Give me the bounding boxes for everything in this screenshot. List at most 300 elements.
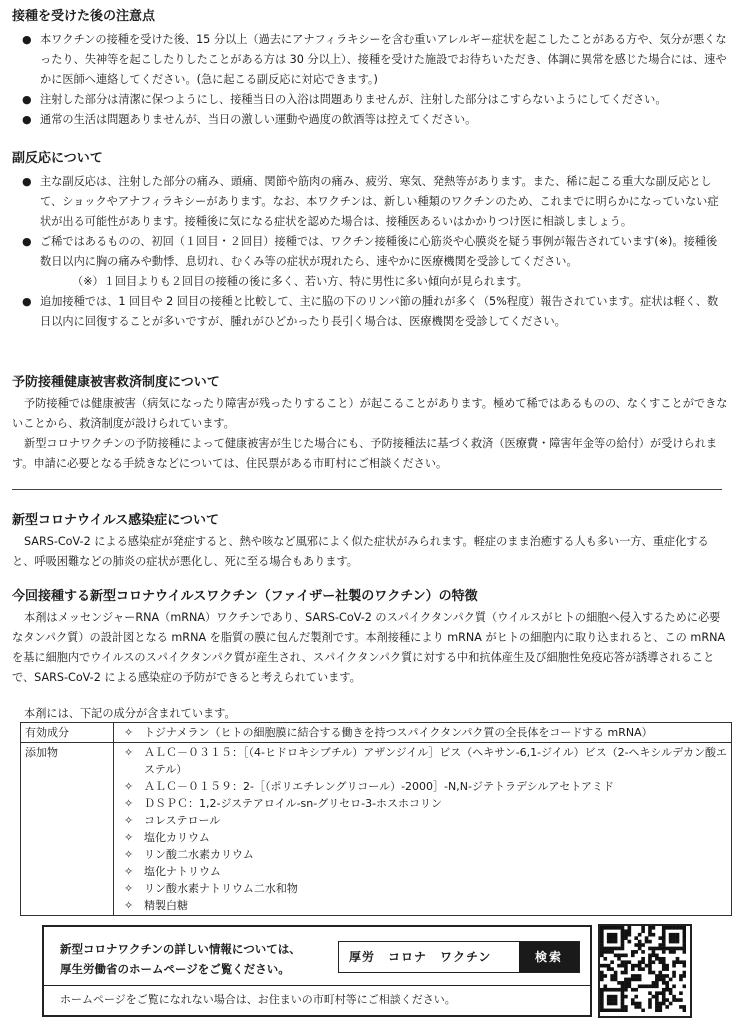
qr-module (683, 1005, 686, 1009)
additive-item: ✧ ＡＬＣ－０３１５：［（4-ヒドロキシブチル）アザンジイル］ビス（ヘキサン-6,1-ジイル）ビス（2-ヘキシルデカン酸エステル） (118, 744, 727, 778)
qr-module (621, 926, 625, 930)
qr-module (614, 971, 618, 975)
qr-module (631, 954, 635, 958)
qr-module (610, 947, 614, 951)
qr-module (672, 998, 676, 1002)
divider (12, 489, 722, 490)
covid-paragraph: SARS-CoV-2 による感染症が発症すると、熱や咳など風邪によく似た症状がみられます。軽症のまま治癒する人も多い一方、重症化すると、呼吸困難などの肺炎の症状が悪化し、死に至る場合もあります。 (12, 535, 709, 568)
qr-module (614, 933, 618, 937)
qr-module (655, 1009, 659, 1012)
qr-module (638, 947, 642, 951)
qr-module (607, 933, 611, 937)
qr-module (655, 947, 659, 951)
qr-module (683, 971, 686, 975)
qr-module (621, 954, 625, 958)
qr-module (672, 971, 676, 975)
qr-module (600, 929, 604, 933)
qr-module (621, 964, 625, 968)
qr-module (669, 978, 673, 982)
qr-module (600, 943, 604, 947)
qr-module (658, 978, 662, 982)
qr-module (652, 984, 656, 988)
qr-module (621, 936, 625, 940)
heading-side-effects: 副反応について (12, 151, 103, 166)
qr-module (600, 995, 604, 999)
qr-module (645, 984, 649, 988)
qr-module (614, 954, 618, 958)
qr-module (638, 978, 642, 982)
qr-module (624, 936, 628, 940)
qr-module (631, 1002, 635, 1006)
qr-module (624, 984, 628, 988)
qr-module (610, 960, 614, 964)
qr-module (645, 964, 649, 968)
qr-module (614, 978, 618, 982)
ingredients-intro: 本剤には、下記の成分が含まれています。 (24, 707, 236, 720)
qr-module (679, 926, 683, 930)
qr-module (638, 933, 642, 937)
qr-module (665, 984, 669, 988)
precaution-item: ● 注射した部分は清潔に保つようにし、接種当日の入浴は問題ありませんが、注射した部分はこすらないようにしてください。 (12, 90, 728, 110)
qr-module (617, 957, 621, 961)
qr-module (655, 981, 659, 985)
qr-module (634, 936, 638, 940)
precaution-item: ● 通常の生活は問題ありませんが、当日の激しい運動や過度の飲酒等は控えてください。 (12, 110, 728, 130)
qr-module (631, 988, 635, 992)
qr-module (669, 991, 673, 995)
qr-module (683, 984, 686, 988)
qr-module (610, 1002, 614, 1006)
qr-module (603, 957, 607, 961)
qr-module (683, 1009, 686, 1012)
qr-module (672, 964, 676, 968)
qr-module (672, 933, 676, 937)
side-effect-item: ● 主な副反応は、注射した部分の痛み、頭痛、関節や筋肉の痛み、疲労、寒気、発熱等があります。また、稀に起こる重大な副反応として、ショックやアナフィラキシーがあります。なお、本ワクチンは、新しい種類のワクチンのため、これまでに明らかになっていない症状が出る可能性があります。接種後に気になる症状を認めた場合は、接種医あるいはかかりつけ医に相談しましょう。 (12, 172, 728, 232)
qr-module (662, 926, 666, 930)
qr-module (600, 978, 604, 982)
qr-module (610, 967, 614, 971)
qr-module (614, 926, 618, 930)
qr-module (641, 926, 645, 930)
side-effect-item: ● ご稀ではあるものの、初回（１回目・２回目）接種では、ワクチン接種後に心筋炎や心膜炎を疑う事例が報告されています(※)。接種後数日以内に胸の痛みや動悸、息切れ、むくみ等の症状が現れたら、速やかに医療機関を受診してください。 (12, 232, 728, 272)
qr-module (600, 954, 604, 958)
qr-module (641, 950, 645, 954)
qr-module (648, 971, 652, 975)
qr-module (672, 947, 676, 951)
additive-label: 添加物 (21, 743, 114, 916)
qr-module (617, 981, 621, 985)
qr-module (662, 957, 666, 961)
qr-module (652, 933, 656, 937)
info-message-line: 厚生労働省のホームページをご覧ください。 (60, 962, 290, 976)
relief-paragraph: 予防接種では健康被害（病気になったり障害が残ったりすること）が起こることがあります。極めて稀ではあるものの、なくすことができないことから、救済制度が設けられています。 (12, 397, 728, 430)
qr-module (665, 967, 669, 971)
qr-module (648, 940, 652, 944)
qr-module (652, 954, 656, 958)
qr-module (634, 988, 638, 992)
qr-module (610, 988, 614, 992)
additive-item: ✧ 精製白糖 (118, 897, 727, 914)
qr-module (610, 998, 614, 1002)
vaccine-paragraph: 本剤はメッセンジャーRNA（mRNA）ワクチンであり、SARS-CoV-2 のスパイクタンパク質（ウイルスがヒトの細胞へ侵入するために必要なタンパク質）の設計図となる mRNA を脂質の膜に包んだ製剤です。本剤接種により mRNA がヒトの細胞内に取り込まれると、この mRNA を基に細胞内でウイルスのスパイクタンパク質が産生され、スパイクタンパク質に対する中和抗体産生及び細胞性免疫応答が誘導されることで、SARS-CoV-2 による感染症の予防ができると考えられています。 (12, 611, 726, 684)
heading-relief-system: 予防接種健康被害救済制度について (12, 375, 220, 390)
qr-module (669, 1002, 673, 1006)
qr-module (658, 936, 662, 940)
qr-module (621, 1005, 625, 1009)
side-effect-note: （※）１回目よりも２回目の接種の後に多く、若い方、特に男性に多い傾向が見られます。 (72, 275, 528, 288)
qr-module (658, 943, 662, 947)
qr-module (621, 929, 625, 933)
qr-module (648, 1002, 652, 1006)
qr-module (679, 991, 683, 995)
qr-module (624, 967, 628, 971)
qr-module (624, 988, 628, 992)
qr-module (634, 943, 638, 947)
qr-module (658, 1005, 662, 1009)
qr-module (634, 974, 638, 978)
qr-module (662, 991, 666, 995)
qr-module (676, 926, 680, 930)
qr-code-graphic (600, 926, 686, 1012)
qr-module (603, 1009, 607, 1012)
qr-module (600, 950, 604, 954)
qr-module (662, 995, 666, 999)
qr-module (607, 950, 611, 954)
qr-module (617, 947, 621, 951)
qr-module (638, 967, 642, 971)
qr-module (662, 933, 666, 937)
qr-code-icon[interactable] (598, 924, 692, 1018)
additive-item: ✧ ＡＬＣ－０１５９：2-［（ポリエチレングリコール）-2000］-N,N-ジテトラデシルアセトアミド (118, 778, 727, 795)
qr-module (610, 974, 614, 978)
qr-module (662, 1002, 666, 1006)
qr-module (638, 960, 642, 964)
qr-module (658, 971, 662, 975)
qr-module (641, 984, 645, 988)
relief-paragraph: 新型コロナワクチンの予防接種によって健康被害が生じた場合にも、予防接種法に基づく救済（医療費・障害年金等の給付）が受けられます。申請に必要となる手続きなどについては、住民票がある市町村にご相談ください。 (12, 437, 718, 470)
active-ingredient: ✧ トジナメラン（ヒトの細胞膜に結合する働きを持つスパイクタンパク質の全長体をコードする mRNA） (118, 724, 727, 741)
qr-module (624, 933, 628, 937)
qr-module (672, 936, 676, 940)
qr-module (628, 933, 632, 937)
section-ingredients (20, 705, 736, 916)
qr-module (624, 971, 628, 975)
qr-module (610, 936, 614, 940)
qr-module (600, 933, 604, 937)
qr-module (658, 957, 662, 961)
qr-module (662, 947, 666, 951)
qr-module (655, 995, 659, 999)
search-button[interactable]: 検索 (519, 942, 579, 972)
table-row (21, 743, 732, 916)
qr-module (641, 929, 645, 933)
qr-module (676, 933, 680, 937)
qr-module (621, 971, 625, 975)
heading-vaccine-features: 今回接種する新型コロナウイルスワクチン（ファイザー社製のワクチン）の特徴 (12, 589, 478, 604)
info-message-line: 新型コロナワクチンの詳しい情報については、 (60, 942, 301, 956)
qr-module (669, 940, 673, 944)
qr-module (631, 978, 635, 982)
qr-module (672, 926, 676, 930)
qr-module (607, 964, 611, 968)
qr-module (624, 954, 628, 958)
qr-module (621, 998, 625, 1002)
qr-module (607, 936, 611, 940)
qr-module (624, 929, 628, 933)
qr-module (617, 1009, 621, 1012)
qr-module (662, 936, 666, 940)
qr-module (610, 933, 614, 937)
qr-module (662, 967, 666, 971)
qr-module (638, 943, 642, 947)
qr-module (614, 1009, 618, 1012)
qr-module (631, 950, 635, 954)
qr-module (683, 943, 686, 947)
qr-module (648, 947, 652, 951)
qr-module (648, 964, 652, 968)
qr-module (655, 998, 659, 1002)
qr-module (648, 957, 652, 961)
section-covid-disease (12, 512, 728, 572)
qr-module (665, 926, 669, 930)
qr-module (603, 926, 607, 930)
qr-module (669, 988, 673, 992)
table-row (21, 723, 732, 743)
additive-item: ✧ コレステロール (118, 812, 727, 829)
qr-module (648, 1005, 652, 1009)
precaution-item: ● 本ワクチンの接種を受けた後、15 分以上（過去にアナフィラキシーを含む重いアレルギー症状を起こしたことがある方や、気分が悪くなったり、失神等を起こしたりしたことがある方は 30 分以上）、接種を受けた施設でお待ちいただき、体調に異常を感じた場合には、速やかに医師へ連絡してください。(急に起こる副反応に対応できます。) (12, 30, 728, 90)
section-vaccine-features (12, 588, 728, 688)
qr-module (676, 947, 680, 951)
qr-module (655, 991, 659, 995)
search-query[interactable]: 厚労 コロナ ワクチン (349, 950, 492, 964)
heading-covid-disease: 新型コロナウイルス感染症について (12, 513, 219, 528)
info-box (42, 925, 592, 1017)
qr-module (662, 964, 666, 968)
search-box[interactable] (338, 941, 580, 973)
qr-module (628, 940, 632, 944)
qr-module (631, 964, 635, 968)
qr-module (648, 933, 652, 937)
qr-module (628, 981, 632, 985)
qr-module (607, 988, 611, 992)
qr-module (603, 984, 607, 988)
qr-module (669, 936, 673, 940)
qr-module (665, 1005, 669, 1009)
qr-module (603, 947, 607, 951)
qr-module (624, 1005, 628, 1009)
qr-module (617, 926, 621, 930)
qr-module (624, 960, 628, 964)
additive-item: ✧ 塩化カリウム (118, 829, 727, 846)
qr-module (607, 926, 611, 930)
qr-module (665, 981, 669, 985)
qr-module (638, 984, 642, 988)
additive-cell (114, 743, 732, 916)
qr-module (603, 964, 607, 968)
qr-module (631, 998, 635, 1002)
qr-module (683, 933, 686, 937)
qr-module (621, 984, 625, 988)
qr-module (658, 1002, 662, 1006)
qr-module (662, 981, 666, 985)
qr-module (603, 988, 607, 992)
qr-module (621, 991, 625, 995)
heading-precautions: 接種を受けた後の注意点 (12, 9, 156, 24)
qr-module (679, 974, 683, 978)
additive-item: ✧ リン酸二水素カリウム (118, 846, 727, 863)
qr-module (679, 1005, 683, 1009)
qr-module (607, 1002, 611, 1006)
qr-module (679, 978, 683, 982)
qr-module (662, 943, 666, 947)
qr-module (621, 1009, 625, 1012)
qr-module (607, 995, 611, 999)
section-post-vaccination-precautions (12, 8, 728, 130)
qr-module (624, 964, 628, 968)
qr-module (669, 926, 673, 930)
qr-module (600, 1002, 604, 1006)
qr-module (669, 947, 673, 951)
qr-module (662, 974, 666, 978)
qr-module (610, 978, 614, 982)
qr-module (672, 940, 676, 944)
qr-module (648, 998, 652, 1002)
qr-module (658, 960, 662, 964)
qr-module (614, 974, 618, 978)
active-cell (114, 723, 732, 743)
qr-module (634, 964, 638, 968)
qr-module (683, 926, 686, 930)
active-label: 有効成分 (21, 723, 114, 743)
additive-item: ✧ ＤＳＰＣ：1,2-ジステアロイル-sn-グリセロ-3-ホスホコリン (118, 795, 727, 812)
qr-module (658, 947, 662, 951)
qr-module (669, 950, 673, 954)
qr-module (669, 933, 673, 937)
qr-module (600, 991, 604, 995)
qr-module (641, 1009, 645, 1012)
qr-module (652, 971, 656, 975)
qr-module (638, 1005, 642, 1009)
qr-module (600, 947, 604, 951)
ingredients-table (20, 722, 732, 916)
qr-module (679, 947, 683, 951)
qr-module (603, 950, 607, 954)
qr-module (628, 960, 632, 964)
qr-module (607, 1009, 611, 1012)
qr-module (662, 978, 666, 982)
additive-item: ✧ リン酸水素ナトリウム二水和物 (118, 880, 727, 897)
qr-module (631, 974, 635, 978)
qr-module (679, 998, 683, 1002)
qr-module (614, 936, 618, 940)
qr-module (665, 974, 669, 978)
qr-module (624, 981, 628, 985)
qr-module (621, 995, 625, 999)
qr-module (645, 940, 649, 944)
qr-module (621, 947, 625, 951)
qr-module (634, 978, 638, 982)
qr-module (665, 998, 669, 1002)
qr-module (665, 964, 669, 968)
qr-module (607, 940, 611, 944)
box-divider (44, 985, 590, 986)
qr-module (683, 950, 686, 954)
qr-module (658, 974, 662, 978)
qr-module (655, 984, 659, 988)
qr-module (648, 991, 652, 995)
qr-module (683, 936, 686, 940)
qr-module (600, 936, 604, 940)
qr-module (672, 984, 676, 988)
qr-module (658, 991, 662, 995)
info-message (60, 939, 301, 979)
qr-module (634, 1005, 638, 1009)
qr-module (600, 1009, 604, 1012)
qr-module (676, 957, 680, 961)
qr-module (648, 926, 652, 930)
qr-module (634, 995, 638, 999)
qr-module (610, 940, 614, 944)
qr-module (658, 1009, 662, 1012)
qr-module (628, 926, 632, 930)
qr-module (652, 926, 656, 930)
qr-module (628, 929, 632, 933)
qr-module (610, 995, 614, 999)
qr-module (683, 940, 686, 944)
qr-module (638, 1002, 642, 1006)
section-side-effects (12, 150, 728, 332)
qr-module (607, 998, 611, 1002)
qr-module (621, 943, 625, 947)
qr-module (648, 960, 652, 964)
qr-module (641, 943, 645, 947)
qr-module (645, 936, 649, 940)
qr-module (662, 929, 666, 933)
side-effect-item: ● 追加接種では、1 回目や 2 回目の接種と比較して、主に脇の下のリンパ節の腫れが多く（5%程度）報告されています。症状は軽く、数日以内に回復することが多いですが、腫れがひどかったり長引く場合は、医療機関を受診してください。 (12, 292, 728, 332)
qr-module (614, 988, 618, 992)
qr-module (662, 940, 666, 944)
qr-module (683, 974, 686, 978)
qr-module (652, 950, 656, 954)
qr-module (652, 995, 656, 999)
qr-module (648, 967, 652, 971)
qr-module (641, 960, 645, 964)
section-relief-system (12, 374, 728, 474)
qr-module (624, 1009, 628, 1012)
qr-module (614, 995, 618, 999)
qr-module (672, 960, 676, 964)
qr-module (617, 988, 621, 992)
qr-module (621, 988, 625, 992)
qr-module (672, 995, 676, 999)
qr-module (641, 967, 645, 971)
qr-module (638, 940, 642, 944)
qr-module (648, 929, 652, 933)
qr-module (610, 950, 614, 954)
qr-module (683, 947, 686, 951)
qr-module (603, 974, 607, 978)
qr-module (614, 940, 618, 944)
qr-module (628, 984, 632, 988)
qr-module (628, 978, 632, 982)
qr-module (662, 988, 666, 992)
qr-module (634, 1002, 638, 1006)
qr-module (676, 940, 680, 944)
qr-module (655, 978, 659, 982)
qr-module (641, 957, 645, 961)
qr-module (600, 926, 604, 930)
